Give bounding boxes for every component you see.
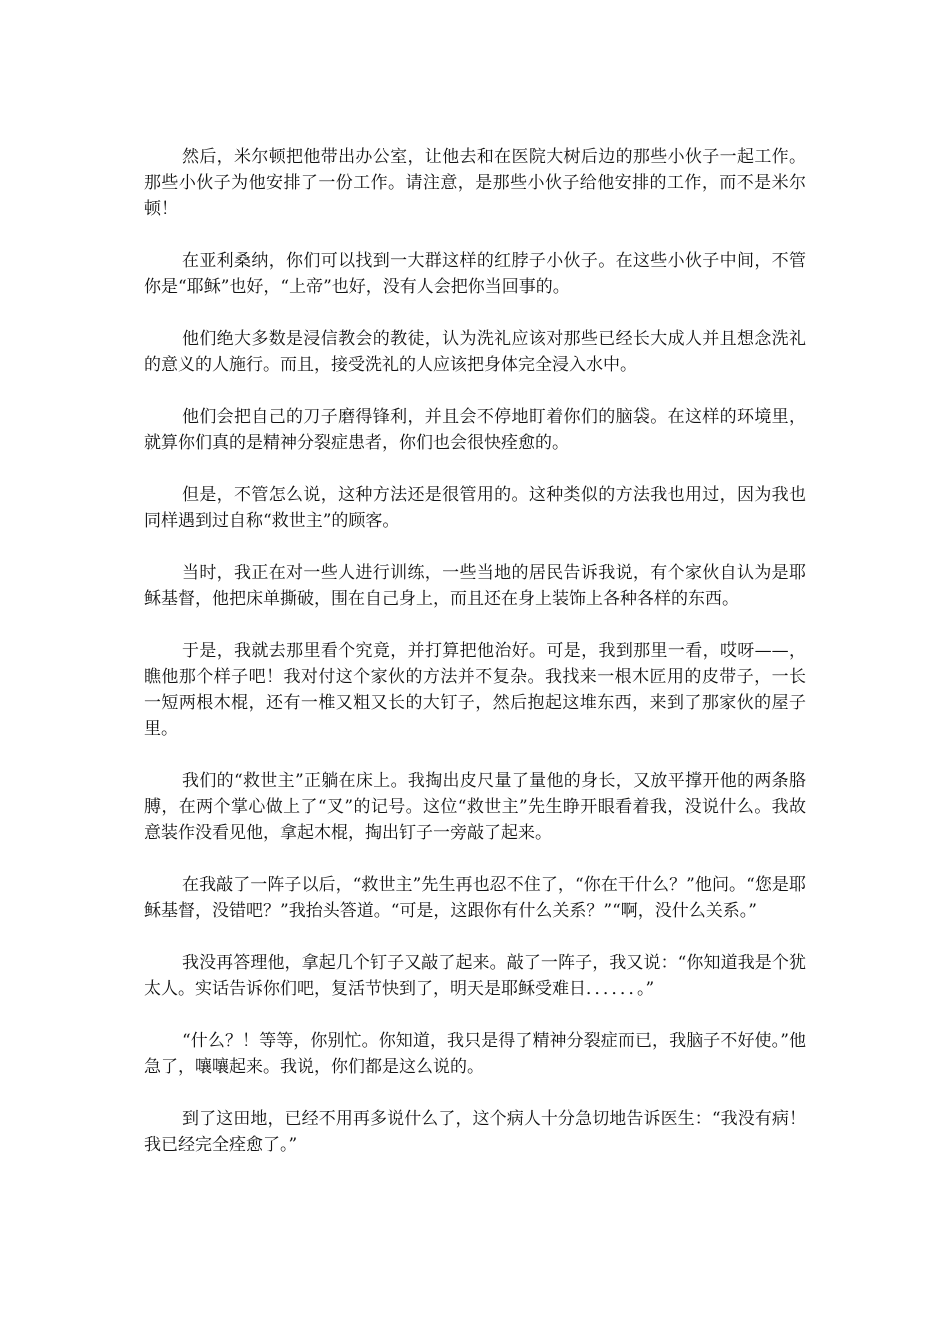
paragraph-12: 到了这田地，已经不用再多说什么了，这个病人十分急切地告诉医生：“我没有病！我已经完全痊愈了。”: [144, 1109, 806, 1155]
paragraph-11: “什么？！等等，你别忙。你知道，我只是得了精神分裂症而已，我脑子不好使。”他急了，嚷嚷起来。我说，你们都是这么说的。: [144, 1031, 806, 1077]
paragraph-2: 在亚利桑纳，你们可以找到一大群这样的红脖子小伙子。在这些小伙子中间，不管你是“耶稣”也好，“上帝”也好，没有人会把你当回事的。: [144, 251, 806, 297]
paragraph-9: 在我敲了一阵子以后，“救世主”先生再也忍不住了，“你在干什么？”他问。“您是耶稣基督，没错吧？”我抬头答道。“可是，这跟你有什么关系？”“啊，没什么关系。”: [144, 875, 806, 921]
paragraph-7: 于是，我就去那里看个究竟，并打算把他治好。可是，我到那里一看，哎呀——，瞧他那个样子吧！我对付这个家伙的方法并不复杂。我找来一根木匠用的皮带子，一长一短两根木棍，还有一椎又粗又长的大钉子，然后抱起这堆东西，来到了那家伙的屋子里。: [144, 641, 806, 739]
paragraph-8: 我们的“救世主”正躺在床上。我掏出皮尺量了量他的身长，又放平撑开他的两条胳膊，在两个掌心做上了“叉”的记号。这位“救世主”先生睁开眼看着我，没说什么。我故意装作没看见他，拿起木棍，掏出钉子一旁敲了起来。: [144, 771, 806, 843]
paragraph-3: 他们绝大多数是浸信教会的教徒，认为洗礼应该对那些已经长大成人并且想念洗礼的意义的人施行。而且，接受洗礼的人应该把身体完全浸入水中。: [144, 329, 806, 375]
paragraph-6: 当时，我正在对一些人进行训练，一些当地的居民告诉我说，有个家伙自认为是耶稣基督，他把床单撕破，围在自己身上，而且还在身上装饰上各种各样的东西。: [144, 563, 806, 609]
paragraph-5: 但是，不管怎么说，这种方法还是很管用的。这种类似的方法我也用过，因为我也同样遇到过自称“救世主”的顾客。: [144, 485, 806, 531]
paragraph-4: 他们会把自己的刀子磨得锋利，并且会不停地盯着你们的脑袋。在这样的环境里，就算你们真的是精神分裂症患者，你们也会很快痊愈的。: [144, 407, 806, 453]
document-page: [144, 144, 806, 1184]
paragraph-10: 我没再答理他，拿起几个钉子又敲了起来。敲了一阵子，我又说：“你知道我是个犹太人。实话告诉你们吧，复活节快到了，明天是耶稣受难日．．．．．．。”: [144, 953, 806, 999]
paragraph-1: 然后，米尔顿把他带出办公室，让他去和在医院大树后边的那些小伙子一起工作。那些小伙子为他安排了一份工作。请注意，是那些小伙子给他安排的工作，而不是米尔顿！: [144, 147, 806, 219]
